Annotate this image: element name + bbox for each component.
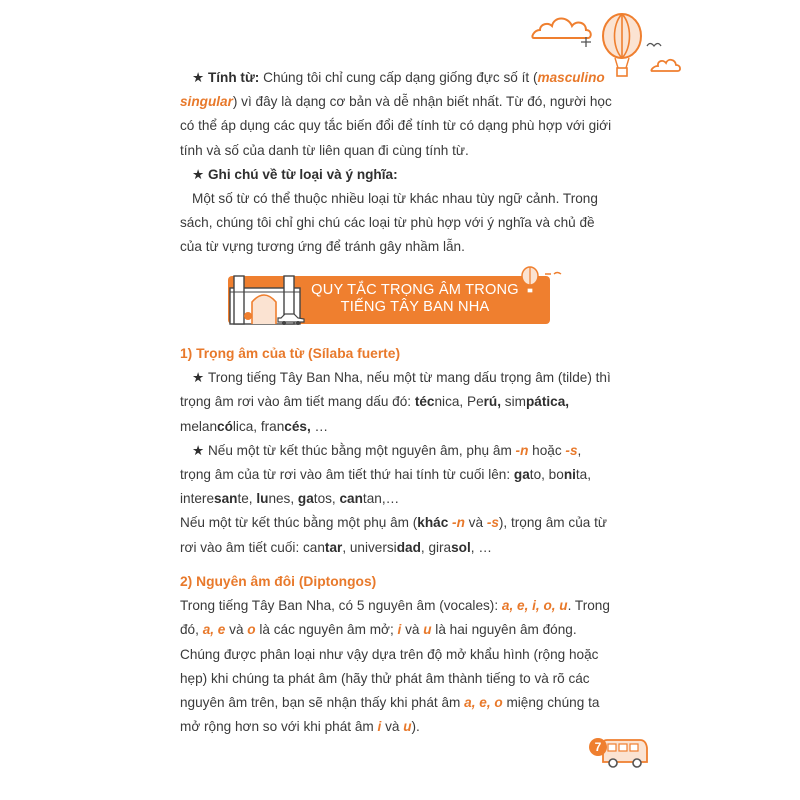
word-type-note-heading: ★ Ghi chú về từ loại và ý nghĩa:	[192, 166, 398, 182]
section-2-heading: 2) Nguyên âm đôi (Diptongos)	[180, 574, 377, 589]
banner-title: QUY TẮC TRỌNG ÂM TRONG TIẾNG TÂY BAN NHA	[311, 282, 519, 315]
adjective-note: ★ Tính từ: Chúng tôi chỉ cung cấp dạng giống đực số ít (masculino singular) vì đây là dạng cơ bản và dễ nhận biết nhất. Từ đó, người học có thể áp dụng các quy tắc biến đổi để tính từ có dạng phù hợp với giới tính và số của danh từ liên quan đi cùng tính từ.	[180, 70, 612, 158]
page-number: 7	[589, 738, 607, 756]
intro-block	[180, 66, 612, 260]
cloud-icon	[648, 54, 682, 74]
vowel-ending-rule: ★ Nếu một từ kết thúc bằng một nguyên âm, phụ âm -n hoặc -s, trọng âm của từ rơi vào âm tiết thứ hai tính từ cuối lên: gato, bonita, interesante, lunes, gatos, cantan,…	[180, 442, 592, 507]
section-2	[180, 570, 612, 739]
diphthong-paragraph: Trong tiếng Tây Ban Nha, có 5 nguyên âm (vocales): a, e, i, o, u. Trong đó, a, e và o là các nguyên âm mở; i và u là hai nguyên âm đóng. Chúng được phân loại như vậy dựa trên độ mở khẩu hình (rộng hoặc hẹp) khi chúng ta phát âm (hãy thử phát âm thành tiếng to và rõ các nguyên âm trên, bạn sẽ nhận thấy khi phát âm a, e, o miệng chúng ta mở rộng hơn so với khi phát âm i và u).	[180, 598, 610, 735]
tilde-rule: ★ Trong tiếng Tây Ban Nha, nếu một từ mang dấu trọng âm (tilde) thì trọng âm rơi vào âm tiết mang dấu đó: técnica, Perú, simpática, melancólica, francés, …	[180, 370, 611, 434]
bird-icon	[580, 36, 592, 48]
van-icon	[600, 736, 650, 770]
bird-icon	[646, 40, 662, 48]
bird-icon	[544, 270, 562, 278]
section-1	[180, 342, 612, 560]
word-type-note: Một số từ có thể thuộc nhiều loại từ khác nhau tùy ngữ cảnh. Trong sách, chúng tôi chỉ ghi chú các loại từ phù hợp với ý nghĩa và chủ đề của từ vựng tương ứng để tránh gây nhầm lẫn.	[180, 191, 598, 255]
consonant-ending-rule: Nếu một từ kết thúc bằng một phụ âm (khác -n và -s), trọng âm của từ rơi vào âm tiết cuối: cantar, universidad, girasol, …	[180, 515, 607, 555]
section-1-heading: 1) Trọng âm của từ (Sílaba fuerte)	[180, 346, 401, 361]
